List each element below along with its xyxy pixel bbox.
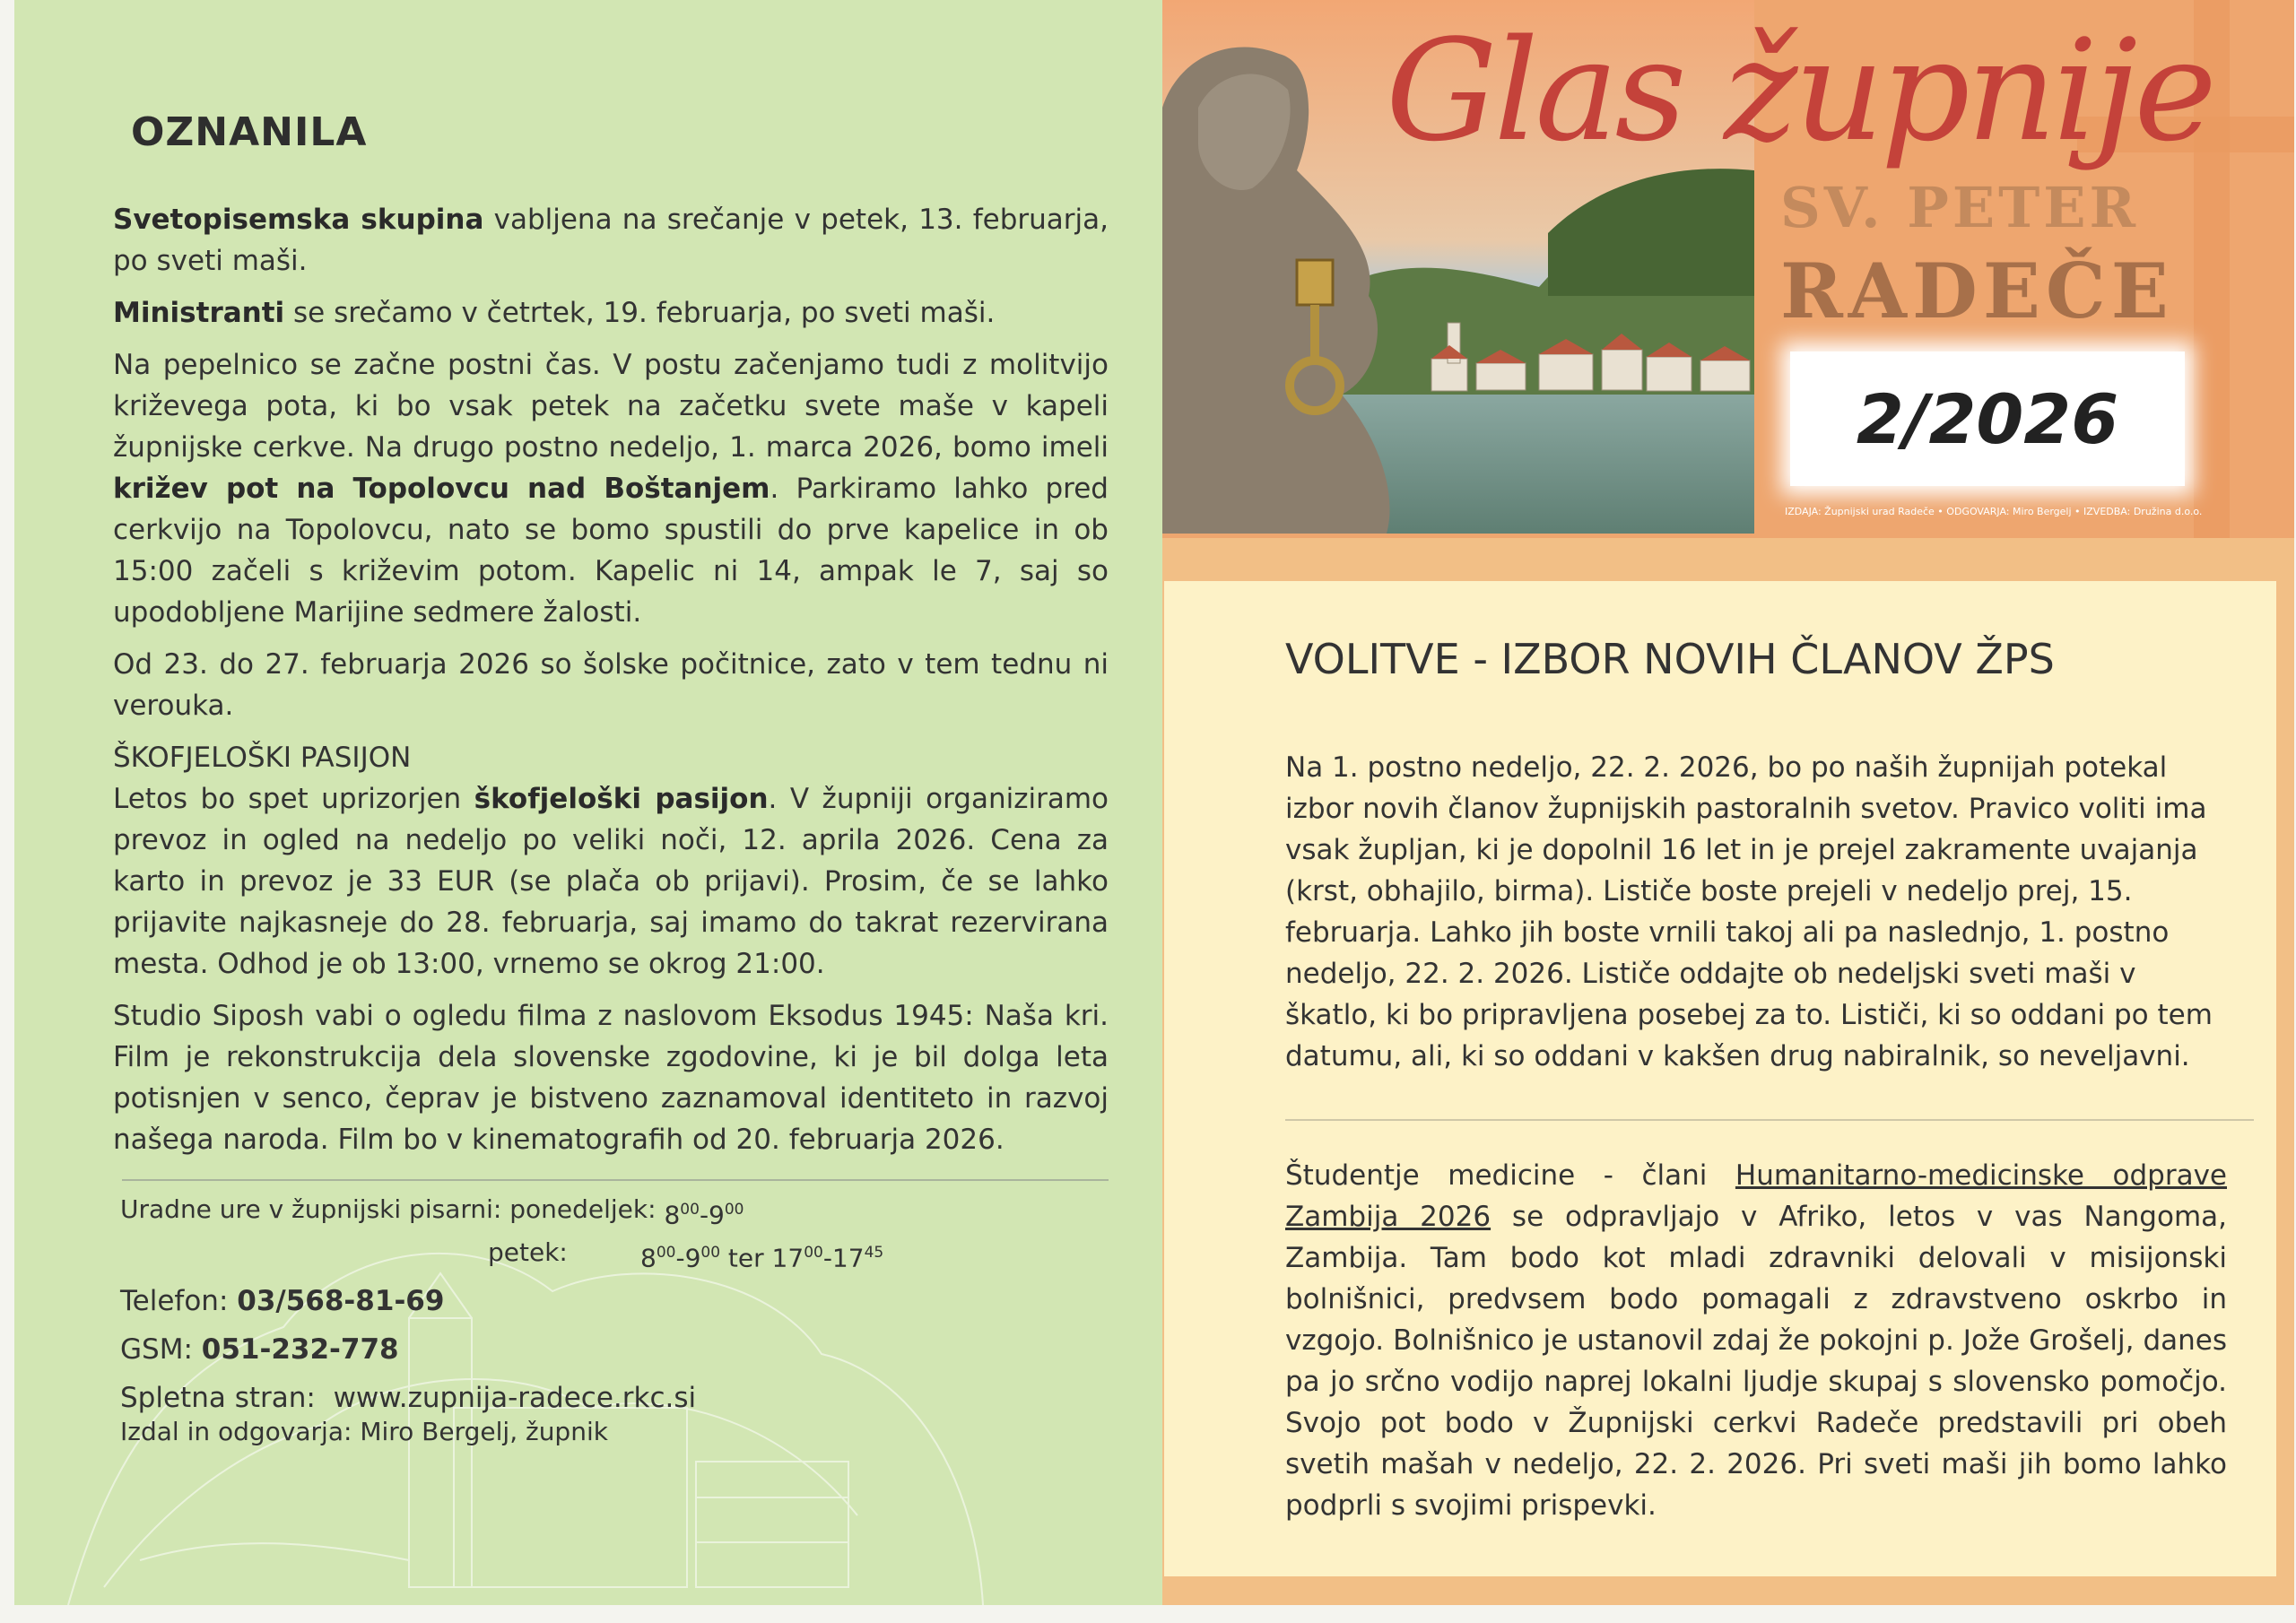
left-page bbox=[14, 0, 1162, 1605]
elections-paragraph: Na 1. postno nedeljo, 22. 2. 2026, bo po naših župnijah potekal izbor novih članov župnijskih pastoralnih svetov. Pravico voliti ima vsak župljan, ki je dopolnil 16 let in je prejel zakramente uvajanja (krst, obhajilo, birma). Lističe boste prejeli v nedeljo prej, 15. februarja. Lahko jih boste vrnili takoj ali pa naslednjo, 1. postno nedeljo, 22. 2. 2026. Lističe oddajte ob nedeljski sveti maši v škatlo, ki bo pripravljena posebej za to. Lističi, ki so oddani po tem datumu, ali, ki so oddani v kakšen drug nabiralnik, so neveljavni. bbox=[1285, 751, 2213, 1072]
paragraph-lent: Na pepelnico se začne postni čas. V postu začenjamo tudi z molitvijo križevega pota, ki bo vsak petek na začetku svete maše v kapeli župnijske cerkve. Na drugo postno nedeljo, 1. marca 2026, bomo imeli križev pot na Topolovcu nad Boštanjem. Parkiramo lahko pred cerkvijo na Topolovcu, nato se bomo spustili do prve kapelice in ob 15:00 začeli s križevim potom. Kapelic ni 14, ampak le 7, saj so upodobljene Marijine sedmere žalosti. bbox=[113, 349, 1109, 629]
phone-number[interactable]: 03/568-81-69 bbox=[237, 1285, 445, 1317]
gsm-number[interactable]: 051-232-778 bbox=[201, 1333, 399, 1366]
divider bbox=[122, 1179, 1109, 1181]
paragraph-holidays: Od 23. do 27. februarja 2026 so šolske počitnice, zato v tem tednu ni verouka. bbox=[113, 648, 1109, 722]
announcements-body bbox=[113, 199, 1109, 1171]
publisher-line: Izdal in odgovarja: Miro Bergelj, župnik bbox=[120, 1417, 608, 1446]
office-hours: Uradne ure v župnijski pisarni: ponedeljek: $8^{00}-9^{00}$ petek: $8^{00}-9^{00}$ ter $17^{00}-17^{45}$ bbox=[120, 1191, 1107, 1278]
issue-number: 2/2026 bbox=[1790, 352, 2185, 486]
page-title: OZNANILA bbox=[131, 109, 368, 155]
medical-mission-paragraph: Študentje medicine - člani Humanitarno-medicinske odprave Zambija 2026 se odpravljajo v Afriko, letos v vas Nangoma, Zambija. Tam bodo kot mladi zdravniki delovali v misijonski bolnišnici, predvsem bodo pomagali z zdravstveno oskrbo in vzgojo. Bolnišnico je ustanovil zdaj že pokojni p. Jože Grošelj, danes pa jo srčno vodijo naprej lokalni ljudje skupaj s slovensko pomočjo. Svojo pot bodo v Župnijski cerkvi Radeče predstavili pri obeh svetih mašah v nedeljo, 22. 2. 2026. Pri sveti maši jih bomo lahko podprli s svojimi prispevki. bbox=[1285, 1159, 2227, 1522]
parish-name: SV. PETER bbox=[1780, 175, 2140, 240]
paragraph-passion: Letos bo spet uprizorjen škofjeloški pasijon. V župniji organiziramo prevoz in ogled na nedeljo po veliki noči, 12. aprila 2026. Cena za karto in prevoz je 33 EUR (se plača ob prijavi). Prosim, če se lahko prijavite najkasneje do 28. februarja, saj imamo do takrat rezervirana mesta. Odhod je ob 13:00, vrnemo se okrog 21:00. bbox=[113, 783, 1109, 980]
website-link[interactable]: www.zupnija-radece.rkc.si bbox=[333, 1382, 697, 1414]
masthead-title: Glas župnije bbox=[1386, 9, 2213, 172]
hours-friday: $8^{00}-9^{00}$ ter $17^{00}-17^{45}$ bbox=[640, 1243, 884, 1273]
paragraph-bible-group: Svetopisemska skupina vabljena na srečanje v petek, 13. februarja, po sveti maši. bbox=[113, 204, 1109, 277]
paragraph-altar-servers: Ministranti se srečamo v četrtek, 19. februarja, po sveti maši. bbox=[113, 297, 996, 329]
paragraph-film: Studio Siposh vabi o ogledu filma z naslovom Eksodus 1945: Naša kri. Film je rekonstrukcija dela slovenske zgodovine, ki je bil dolga leta potisnjen v senco, čeprav je bistveno zaznamoval identiteto in razvoj našega naroda. Film bo v kinematografih od 20. februarja 2026. bbox=[113, 1000, 1109, 1156]
section-heading-passion: ŠKOFJELOŠKI PASIJON bbox=[113, 742, 412, 774]
elections-heading: VOLITVE - IZBOR NOVIH ČLANOV ŽPS bbox=[1285, 635, 2055, 683]
hours-monday: $8^{00}-9^{00}$ bbox=[664, 1200, 744, 1230]
town-name: RADEČE bbox=[1780, 247, 2174, 335]
elections-card bbox=[1164, 581, 2276, 1576]
mission-link[interactable]: Humanitarno-medicinske odprave Zambija 2026 bbox=[1285, 1159, 2227, 1233]
divider bbox=[1285, 1119, 2254, 1121]
contact-info: Telefon: 03/568-81-69 GSM: 051-232-778 Spletna stran: www.zupnija-radece.rkc.si bbox=[120, 1285, 697, 1414]
imprint-line: IZDAJA: Župnijski urad Radeče • ODGOVARJA: Miro Bergelj • IZVEDBA: Družina d.o.o. bbox=[1785, 506, 2203, 517]
